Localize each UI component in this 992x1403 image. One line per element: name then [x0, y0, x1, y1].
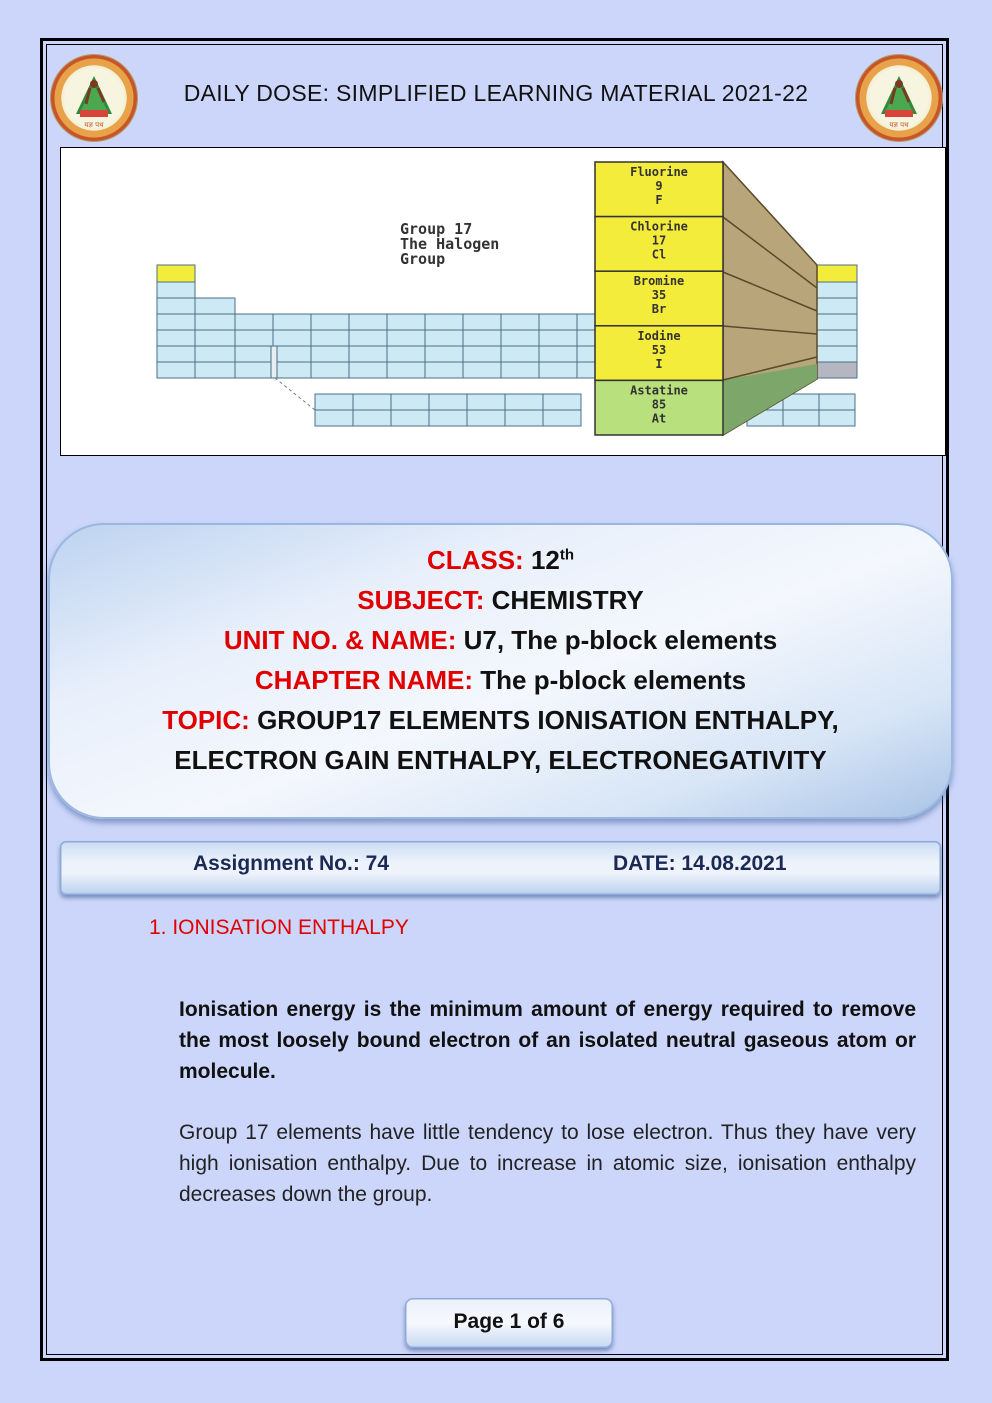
- element-symbol: Br: [651, 302, 667, 317]
- table-cell: [543, 394, 581, 410]
- info-panel: [48, 523, 953, 819]
- topic-line-2: [48, 745, 953, 776]
- class-label: CLASS:: [426, 545, 524, 575]
- table-cell: [157, 314, 195, 330]
- table-cell: [273, 330, 311, 346]
- element-name: Chlorine: [630, 219, 688, 234]
- header-title: DAILY DOSE: SIMPLIFIED LEARNING MATERIAL 2021-22: [183, 80, 809, 106]
- table-cell: [157, 362, 195, 378]
- class-sup: th: [559, 546, 575, 564]
- table-cell: [235, 314, 273, 330]
- table-cell: [817, 282, 857, 298]
- table-cell: [425, 346, 463, 362]
- table-cell: [271, 346, 277, 378]
- table-cell: [311, 362, 349, 378]
- table-cell: [539, 362, 577, 378]
- element-tile-chlorine: [595, 217, 723, 272]
- table-cell: [353, 394, 391, 410]
- table-cell: [463, 330, 501, 346]
- element-tile-iodine: [595, 326, 723, 381]
- table-cell: [819, 410, 855, 426]
- topic-value-line1: GROUP17 ELEMENTS IONISATION ENTHALPY,: [257, 705, 839, 735]
- table-cell: [817, 362, 857, 378]
- table-cell: [539, 330, 577, 346]
- table-cell: [273, 362, 311, 378]
- unit-line: [48, 625, 953, 656]
- table-cell: [195, 330, 235, 346]
- table-cell: [505, 410, 543, 426]
- topic-line: [48, 705, 953, 736]
- chapter-line: [48, 665, 953, 696]
- element-symbol: I: [655, 356, 663, 371]
- table-cell: [467, 410, 505, 426]
- table-cell: [501, 314, 539, 330]
- table-cell: [157, 282, 195, 298]
- topic-value-line2: ELECTRON GAIN ENTHALPY, ELECTRONEGATIVITY: [174, 745, 827, 775]
- table-cell: [387, 314, 425, 330]
- table-cell: [391, 410, 429, 426]
- subject-label: SUBJECT:: [357, 585, 485, 615]
- table-cell: [195, 346, 235, 362]
- element-tile-fluorine: [595, 162, 723, 217]
- table-cell: [783, 410, 819, 426]
- table-cell: [195, 362, 235, 378]
- definition-paragraph: Ionisation energy is the minimum amount of energy required to remove the most loosely bound electron of an isolated neutral gaseous atom or molecule.: [179, 998, 916, 1083]
- table-cell: [387, 362, 425, 378]
- table-cell: [819, 394, 855, 410]
- table-cell: [505, 394, 543, 410]
- table-cell: [463, 346, 501, 362]
- table-cell: [501, 362, 539, 378]
- logo-caption-right: यज्ञ पथ: [889, 121, 909, 129]
- halogen-figure-svg: [61, 148, 945, 455]
- table-cell: [157, 298, 195, 314]
- explanation-paragraph: Group 17 elements have little tendency to lose electron. Thus they have very high ionisation enthalpy. Due to increase in atomic size, ionisation enthalpy decreases down the group.: [179, 1121, 916, 1206]
- table-cell: [235, 346, 273, 362]
- subject-value: CHEMISTRY: [491, 585, 644, 615]
- table-cell: [817, 314, 857, 330]
- table-cell: [273, 346, 311, 362]
- group-label-line3: Group: [400, 250, 446, 268]
- table-cell: [349, 346, 387, 362]
- table-cell: [157, 346, 195, 362]
- table-cell: [539, 314, 577, 330]
- table-cell: [817, 298, 857, 314]
- table-cell: [425, 330, 463, 346]
- element-tile-astatine: [595, 380, 723, 435]
- section-heading: 1. IONISATION ENTHALPY: [149, 916, 409, 939]
- table-cell: [463, 362, 501, 378]
- table-cell: [315, 394, 353, 410]
- assignment-date: DATE: 14.08.2021: [613, 852, 787, 875]
- table-cell: [817, 346, 857, 362]
- periodic-table-figure: [60, 147, 946, 456]
- table-cell: [391, 394, 429, 410]
- element-number: 17: [651, 233, 667, 248]
- group-label-line1: Group 17: [400, 220, 473, 238]
- table-cell-he: [817, 265, 857, 282]
- element-tile-bromine: [595, 271, 723, 326]
- element-name: Fluorine: [630, 165, 688, 179]
- element-name: Bromine: [633, 274, 685, 289]
- unit-value: U7, The p-block elements: [463, 625, 778, 655]
- table-cell: [467, 394, 505, 410]
- element-name: Astatine: [630, 383, 688, 398]
- element-symbol: At: [651, 411, 667, 426]
- table-cell: [429, 410, 467, 426]
- class-line: [48, 545, 953, 576]
- chapter-value: The p-block elements: [480, 665, 747, 695]
- table-cell: [311, 314, 349, 330]
- element-number: 53: [651, 342, 667, 357]
- element-number: 35: [651, 288, 667, 303]
- topic-label: TOPIC:: [162, 705, 250, 735]
- table-cell: [349, 362, 387, 378]
- table-cell: [273, 314, 311, 330]
- chapter-label: CHAPTER NAME:: [254, 665, 474, 695]
- table-cell: [349, 330, 387, 346]
- class-value: 12: [530, 545, 560, 575]
- assignment-number: Assignment No.: 74: [193, 852, 390, 875]
- table-cell: [501, 346, 539, 362]
- table-cell-h: [157, 265, 195, 282]
- element-number: 9: [655, 179, 663, 193]
- table-cell: [157, 330, 195, 346]
- page-indicator: Page 1 of 6: [405, 1298, 613, 1348]
- table-cell: [387, 330, 425, 346]
- table-cell: [425, 362, 463, 378]
- table-cell: [543, 410, 581, 426]
- table-cell: [817, 330, 857, 346]
- logo-caption-left: यज्ञ पथ: [84, 121, 104, 129]
- table-cell: [429, 394, 467, 410]
- table-cell: [425, 314, 463, 330]
- table-cell: [195, 314, 235, 330]
- table-cell: [463, 314, 501, 330]
- table-cell: [235, 362, 273, 378]
- table-cell: [311, 330, 349, 346]
- table-cell: [311, 346, 349, 362]
- table-cell: [235, 330, 273, 346]
- table-cell: [349, 314, 387, 330]
- table-cell: [195, 298, 235, 314]
- table-cell: [501, 330, 539, 346]
- subject-line: [48, 585, 953, 616]
- element-symbol: F: [655, 193, 663, 207]
- table-cell: [315, 410, 353, 426]
- element-symbol: Cl: [651, 247, 667, 262]
- group-label-line2: The Halogen: [400, 235, 500, 253]
- table-cell: [353, 410, 391, 426]
- table-cell: [387, 346, 425, 362]
- element-name: Iodine: [637, 328, 681, 343]
- unit-label: UNIT NO. & NAME:: [223, 625, 457, 655]
- element-number: 85: [651, 397, 667, 412]
- lanthanide-connector: [275, 378, 315, 410]
- table-cell: [539, 346, 577, 362]
